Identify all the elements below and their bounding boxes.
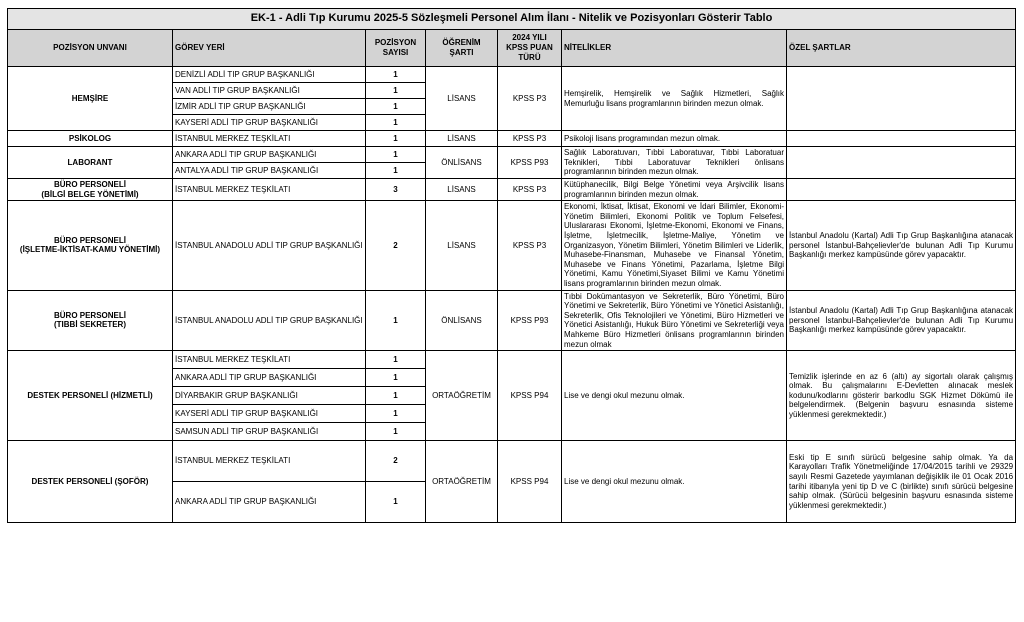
header-pozisyon-sayisi-line1: POZİSYON — [374, 38, 417, 47]
header-pozisyon-unvani: POZİSYON UNVANI — [8, 30, 173, 67]
header-kpss-puan-turu — [498, 30, 562, 67]
gorev-yeri-cell: ANKARA ADLİ TIP GRUP BAŞKANLIĞI — [173, 482, 366, 523]
ozel-sart-cell — [787, 67, 1016, 131]
table-row-destek-sofor — [8, 441, 1016, 482]
ogrenim-cell: ORTAÖĞRETİM — [426, 441, 498, 523]
ozel-sart-cell: Temizlik işlerinde en az 6 (altı) ay sigortalı olarak çalışmış olmak. Bu çalışmalarını E-Devletten alınacak meslek kodunu/kodlarını gösterir barkodlu SGK Hizmet Dökümü ile belgelendirmek. (Belgenin başvuru esnasında sisteme yüklenmesi gerekmektedir.) — [787, 351, 1016, 441]
gorev-yeri-cell: İSTANBUL ANADOLU ADLİ TIP GRUP BAŞKANLIĞI — [173, 290, 366, 351]
table-row-buro-bilgi — [8, 179, 1016, 201]
table-row-buro-tibbi — [8, 290, 1016, 351]
header-kpss-line1: 2024 YILI — [512, 33, 547, 42]
pozisyon-sayisi-cell: 1 — [366, 83, 426, 99]
header-kpss-line3: TÜRÜ — [518, 53, 541, 62]
pozisyon-sayisi-cell: 2 — [366, 201, 426, 290]
table-title: EK-1 - Adli Tıp Kurumu 2025-5 Sözleşmeli Personel Alım İlanı - Nitelik ve Pozisyonları Gösterir Tablo — [8, 9, 1016, 30]
gorev-yeri-cell: KAYSERİ ADLİ TIP GRUP BAŞKANLIĞI — [173, 405, 366, 423]
nitelik-cell: Tıbbi Dokümantasyon ve Sekreterlik, Büro Yönetimi, Büro Yönetimi ve Sekreterlik, Büro Yönetimi ve Yönetici Asistanlığı, Sekreterlik, Ofis Teknolojileri ve Yönetimi, Büro Hizmetleri ve Yönetici Asistanlığı, Hukuk Büro Yönetimi ve Sekreterliği veya Mahkeme Büro Hizmetleri önlisans programlarının birinden mezun olmak — [562, 290, 787, 351]
nitelik-cell: Hemşirelik, Hemşirelik ve Sağlık Hizmetleri, Sağlık Memurluğu lisans programlarının birinden mezun olmak. — [562, 67, 787, 131]
kpss-cell: KPSS P3 — [498, 131, 562, 147]
table-row-destek-hizmetli — [8, 351, 1016, 369]
table-row-laborant — [8, 147, 1016, 163]
pozisyon-sayisi-cell: 1 — [366, 405, 426, 423]
position-title-line2: (TIBBİ SEKRETER) — [54, 320, 126, 330]
gorev-yeri-cell: İSTANBUL MERKEZ TEŞKİLATI — [173, 441, 366, 482]
table-row-buro-isletme — [8, 201, 1016, 290]
gorev-yeri-cell: ANTALYA ADLİ TIP GRUP BAŞKANLIĞI — [173, 163, 366, 179]
ogrenim-cell: LİSANS — [426, 67, 498, 131]
nitelik-cell: Psikoloji lisans programından mezun olmak. — [562, 131, 787, 147]
nitelik-cell: Sağlık Laboratuvarı, Tıbbi Laboratuvar, Tıbbi Laboratuar Teknikleri, Tıbbi Laboratuvar Teknikleri önlisans programlarının birinden mezun olmak. — [562, 147, 787, 179]
ozel-sart-cell — [787, 147, 1016, 179]
ogrenim-cell: ORTAÖĞRETİM — [426, 351, 498, 441]
pozisyon-sayisi-cell: 1 — [366, 163, 426, 179]
nitelik-cell: Ekonomi, İktisat, İktisat, Ekonomi ve İdari Bilimler, Ekonomi-Yönetim Bilimleri, Ekonomi Politik ve Toplum Felsefesi, Uluslararası Ekonomi, İşletme-Ekonomi, Ekonomi ve Finans, İşletme, İşletmecilik, İşletme-Maliye, Yönetim ve Organizasyon, Yönetim Bilimleri, Yönetim Bilimleri ve Liderlik, Muhasebe-Finansman, Muhasebe ve Finansal Yönetim, Muhasebe ve Finans Yönetimi, Pazarlama, İşletme Bilgi Yönetimi, Kamu Yönetimi,Siyaset Bilimi ve Kamu Yönetimi lisans programlarının birinden mezun olmak. — [562, 201, 787, 290]
position-title-line2: (BİLGİ BELGE YÖNETİMİ) — [41, 189, 139, 199]
gorev-yeri-cell: VAN ADLİ TIP GRUP BAŞKANLIĞI — [173, 83, 366, 99]
pozisyon-sayisi-cell: 1 — [366, 351, 426, 369]
position-title-destek-hizmetli: DESTEK PERSONELİ (HİZMETLİ) — [8, 351, 173, 441]
pozisyon-sayisi-cell: 1 — [366, 131, 426, 147]
gorev-yeri-cell: İSTANBUL MERKEZ TEŞKİLATI — [173, 351, 366, 369]
ogrenim-cell: ÖNLİSANS — [426, 147, 498, 179]
position-title-line1: BÜRO PERSONELİ — [53, 310, 126, 320]
nitelik-cell: Kütüphanecilik, Bilgi Belge Yönetimi veya Arşivcilik lisans programlarının birinden mezun olmak. — [562, 179, 787, 201]
ozel-sart-cell — [787, 131, 1016, 147]
kpss-cell: KPSS P93 — [498, 147, 562, 179]
nitelik-cell: Lise ve dengi okul mezunu olmak. — [562, 441, 787, 523]
pozisyon-sayisi-cell: 1 — [366, 115, 426, 131]
table-row-hemsire — [8, 67, 1016, 83]
pozisyon-sayisi-cell: 1 — [366, 387, 426, 405]
table-row-psikolog — [8, 131, 1016, 147]
ogrenim-cell: LİSANS — [426, 131, 498, 147]
gorev-yeri-cell: SAMSUN ADLİ TIP GRUP BAŞKANLIĞI — [173, 423, 366, 441]
pozisyon-sayisi-cell: 1 — [366, 99, 426, 115]
gorev-yeri-cell: İSTANBUL MERKEZ TEŞKİLATI — [173, 131, 366, 147]
ogrenim-cell: LİSANS — [426, 179, 498, 201]
header-nitelikler: NİTELİKLER — [562, 30, 787, 67]
header-kpss-line2: KPSS PUAN — [506, 43, 553, 52]
kpss-cell: KPSS P3 — [498, 179, 562, 201]
position-title-hemsire: HEMŞİRE — [8, 67, 173, 131]
header-pozisyon-sayisi-line2: SAYISI — [382, 48, 409, 57]
position-title-destek-sofor: DESTEK PERSONELİ (ŞOFÖR) — [8, 441, 173, 523]
header-ogrenim-line2: ŞARTI — [449, 48, 474, 57]
kpss-cell: KPSS P94 — [498, 351, 562, 441]
kpss-cell: KPSS P3 — [498, 67, 562, 131]
header-ogrenim-sarti — [426, 30, 498, 67]
gorev-yeri-cell: İSTANBUL MERKEZ TEŞKİLATI — [173, 179, 366, 201]
pozisyon-sayisi-cell: 1 — [366, 67, 426, 83]
pozisyon-sayisi-cell: 1 — [366, 423, 426, 441]
header-ogrenim-line1: ÖĞRENİM — [442, 38, 481, 47]
nitelik-cell: Lise ve dengi okul mezunu olmak. — [562, 351, 787, 441]
kpss-cell: KPSS P93 — [498, 290, 562, 351]
ozel-sart-cell — [787, 179, 1016, 201]
header-gorev-yeri: GÖREV YERİ — [173, 30, 366, 67]
pozisyon-sayisi-cell: 1 — [366, 290, 426, 351]
gorev-yeri-cell: İSTANBUL ANADOLU ADLİ TIP GRUP BAŞKANLIĞI — [173, 201, 366, 290]
pozisyon-sayisi-cell: 2 — [366, 441, 426, 482]
position-title-line2: (İŞLETME-İKTİSAT-KAMU YÖNETİMİ) — [19, 245, 161, 255]
position-title-laborant: LABORANT — [8, 147, 173, 179]
header-pozisyon-sayisi — [366, 30, 426, 67]
pozisyon-sayisi-cell: 1 — [366, 482, 426, 523]
position-title-buro-isletme — [8, 201, 173, 290]
gorev-yeri-cell: KAYSERİ ADLİ TIP GRUP BAŞKANLIĞI — [173, 115, 366, 131]
ozel-sart-cell: İstanbul Anadolu (Kartal) Adli Tıp Grup Başkanlığına atanacak personel İstanbul-Bahçelievler'de bulunan Adli Tıp Kurumu Başkanlığı merkez kampüsünde görev yapacaktır. — [787, 290, 1016, 351]
kpss-cell: KPSS P94 — [498, 441, 562, 523]
pozisyon-sayisi-cell: 1 — [366, 147, 426, 163]
pozisyon-sayisi-cell: 1 — [366, 369, 426, 387]
gorev-yeri-cell: ANKARA ADLİ TIP GRUP BAŞKANLIĞI — [173, 369, 366, 387]
ozel-sart-cell: İstanbul Anadolu (Kartal) Adli Tıp Grup Başkanlığına atanacak personel İstanbul-Bahçelievler'de bulunan Adli Tıp Kurumu Başkanlığı merkez kampüsünde görev yapacaktır. — [787, 201, 1016, 290]
header-ozel-sartlar: ÖZEL ŞARTLAR — [787, 30, 1016, 67]
gorev-yeri-cell: DENİZLİ ADLİ TIP GRUP BAŞKANLIĞI — [173, 67, 366, 83]
position-title-buro-bilgi — [8, 179, 173, 201]
ogrenim-cell: ÖNLİSANS — [426, 290, 498, 351]
positions-table — [7, 8, 1016, 523]
gorev-yeri-cell: İZMİR ADLİ TIP GRUP BAŞKANLIĞI — [173, 99, 366, 115]
document — [7, 8, 1016, 523]
ogrenim-cell: LİSANS — [426, 201, 498, 290]
ozel-sart-cell: Eski tip E sınıfı sürücü belgesine sahip olmak. Ya da Karayolları Trafik Yönetmeliğinde 17/04/2015 tarihli ve 29329 sayılı Resmi Gazetede yayımlanan değişiklik ile 01 Ocak 2016 tarihi itibarıyla yeni tip D ve C (birlikte) sınıfı sürücü belgesine sahip olmak. (Sürücü belgesinin başvuru esnasında sisteme yüklenmesi gerekmektedir.) — [787, 441, 1016, 523]
gorev-yeri-cell: DİYARBAKIR GRUP BAŞKANLIĞI — [173, 387, 366, 405]
pozisyon-sayisi-cell: 3 — [366, 179, 426, 201]
position-title-buro-tibbi — [8, 290, 173, 351]
header-row — [8, 30, 1016, 67]
position-title-psikolog: PSİKOLOG — [8, 131, 173, 147]
kpss-cell: KPSS P3 — [498, 201, 562, 290]
position-title-line1: BÜRO PERSONELİ — [53, 235, 126, 245]
gorev-yeri-cell: ANKARA ADLİ TIP GRUP BAŞKANLIĞI — [173, 147, 366, 163]
position-title-line1: BÜRO PERSONELİ — [53, 180, 126, 189]
